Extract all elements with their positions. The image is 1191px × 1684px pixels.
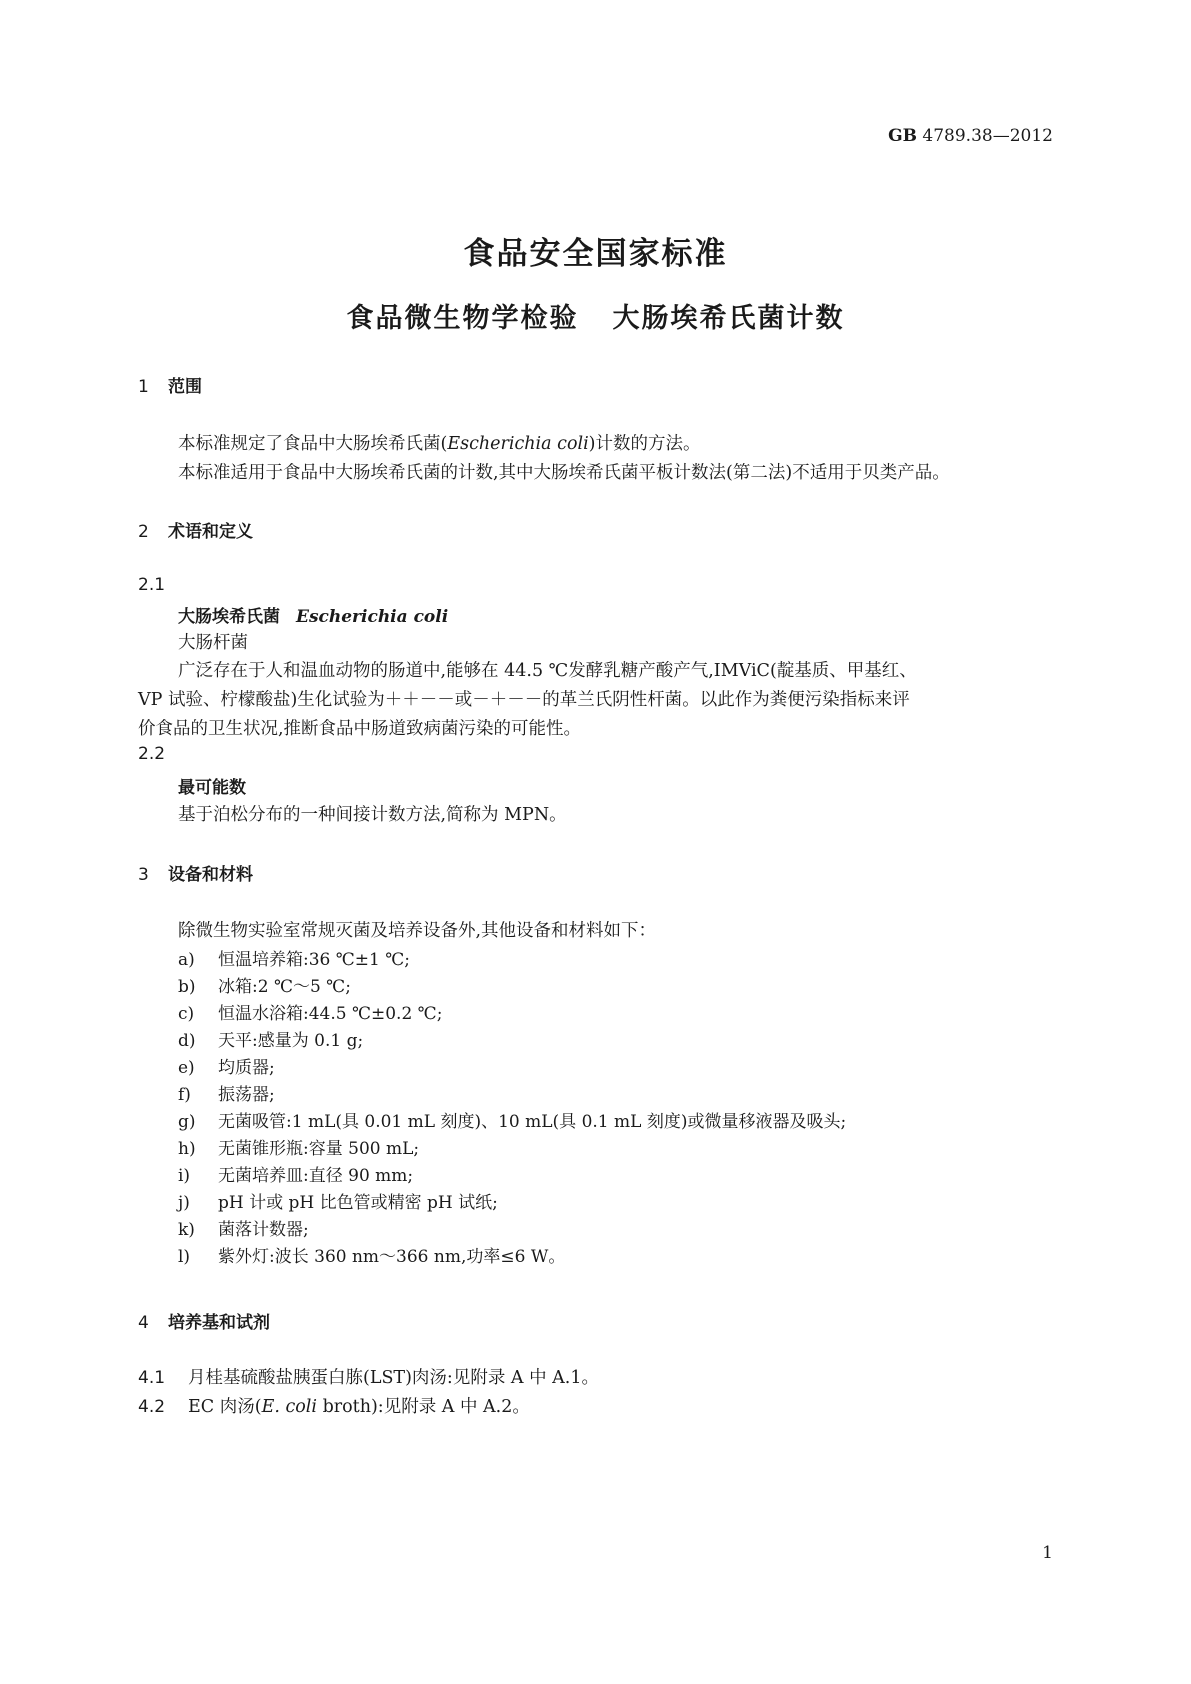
subsection-4-2: 4.2 EC 肉汤(E. coli broth):见附录 A 中 A.2。 [138,1397,530,1417]
subsection-4-1-text: 月桂基硫酸盐胰蛋白胨(LST)肉汤:见附录 A 中 A.1。 [188,1368,599,1388]
equipment-item: e) 均质器; [178,1058,275,1078]
term-2-1-alias: 大肠杆菌 [178,633,248,653]
standard-code-prefix: GB [888,126,918,146]
section-1-paragraph-1: 本标准规定了食品中大肠埃希氏菌(Escherichia coli)计数的方法。 [178,434,701,454]
term-2-2-number: 2.2 [138,744,166,764]
subsection-4-1 [138,1364,599,1389]
term-2-2-definition: 基于泊松分布的一种间接计数方法,简称为 MPN。 [178,805,567,825]
section-4-title: 培养基和试剂 [168,1313,270,1333]
term-2-1-zh: 大肠埃希氏菌 [178,607,280,627]
equipment-item: a) 恒温培养箱:36 ℃±1 ℃; [178,950,410,970]
page-number: 1 [1042,1543,1053,1563]
equipment-item: d) 天平:感量为 0.1 g; [178,1031,364,1051]
equipment-item: b) 冰箱:2 ℃～5 ℃; [178,977,351,997]
section-2-heading [138,517,253,542]
document-title: 食品安全国家标准 [463,236,728,272]
species-name-italic: Escherichia coli [447,434,589,454]
term-2-1-definition-line-1: 广泛存在于人和温血动物的肠道中,能够在 44.5 ℃发酵乳糖产酸产气,IMViC(靛基质、甲基红、 [178,661,917,681]
section-3-number: 3 [138,865,149,885]
section-3-title: 设备和材料 [168,865,253,885]
section-3-intro: 除微生物实验室常规灭菌及培养设备外,其他设备和材料如下： [178,921,657,941]
equipment-item: k) 菌落计数器; [178,1220,309,1240]
subsection-4-2-number: 4.2 [138,1397,166,1417]
species-abbrev-italic: E. coli [261,1397,317,1417]
section-1-number: 1 [138,377,149,397]
equipment-item: i) 无菌培养皿:直径 90 mm; [178,1166,414,1186]
equipment-item: l) 紫外灯:波长 360 nm～366 nm,功率≤6 W。 [178,1247,566,1267]
equipment-item: c) 恒温水浴箱:44.5 ℃±0.2 ℃; [178,1004,443,1024]
section-1-heading [138,372,202,397]
equipment-item: j) pH 计或 pH 比色管或精密 pH 试纸; [178,1193,498,1213]
subsection-4-1-number: 4.1 [138,1368,166,1388]
section-2-title: 术语和定义 [168,522,253,542]
equipment-item: h) 无菌锥形瓶:容量 500 mL; [178,1139,420,1159]
term-2-1-number: 2.1 [138,575,166,595]
subtitle-left: 食品微生物学检验 [346,303,579,334]
section-1-paragraph-2: 本标准适用于食品中大肠埃希氏菌的计数,其中大肠埃希氏菌平板计数法(第二法)不适用于贝类产品。 [178,463,950,483]
equipment-item: f) 振荡器; [178,1085,275,1105]
term-2-1-en: Escherichia coli [296,607,449,627]
standard-code-number: 4789.38—2012 [922,126,1053,146]
term-2-1-definition-line-2: VP 试验、柠檬酸盐)生化试验为＋＋－－或－＋－－的革兰氏阴性杆菌。以此作为粪便污染指标来评 [138,690,910,710]
term-2-2-heading: 最可能数 [178,778,246,798]
equipment-item: g) 无菌吸管:1 mL(具 0.01 mL 刻度)、10 mL(具 0.1 mL 刻度)或微量移液器及吸头; [178,1112,847,1132]
section-1-title: 范围 [168,377,202,397]
term-2-1-definition-line-3: 价食品的卫生状况,推断食品中肠道致病菌污染的可能性。 [138,719,582,739]
section-2-number: 2 [138,522,149,542]
section-3-heading [138,860,253,885]
section-4-number: 4 [138,1313,149,1333]
section-4-heading [138,1308,270,1333]
standard-code [888,126,1053,146]
document-subtitle [0,296,1191,335]
subtitle-right: 大肠埃希氏菌计数 [612,303,845,334]
term-2-1-heading [178,602,448,627]
